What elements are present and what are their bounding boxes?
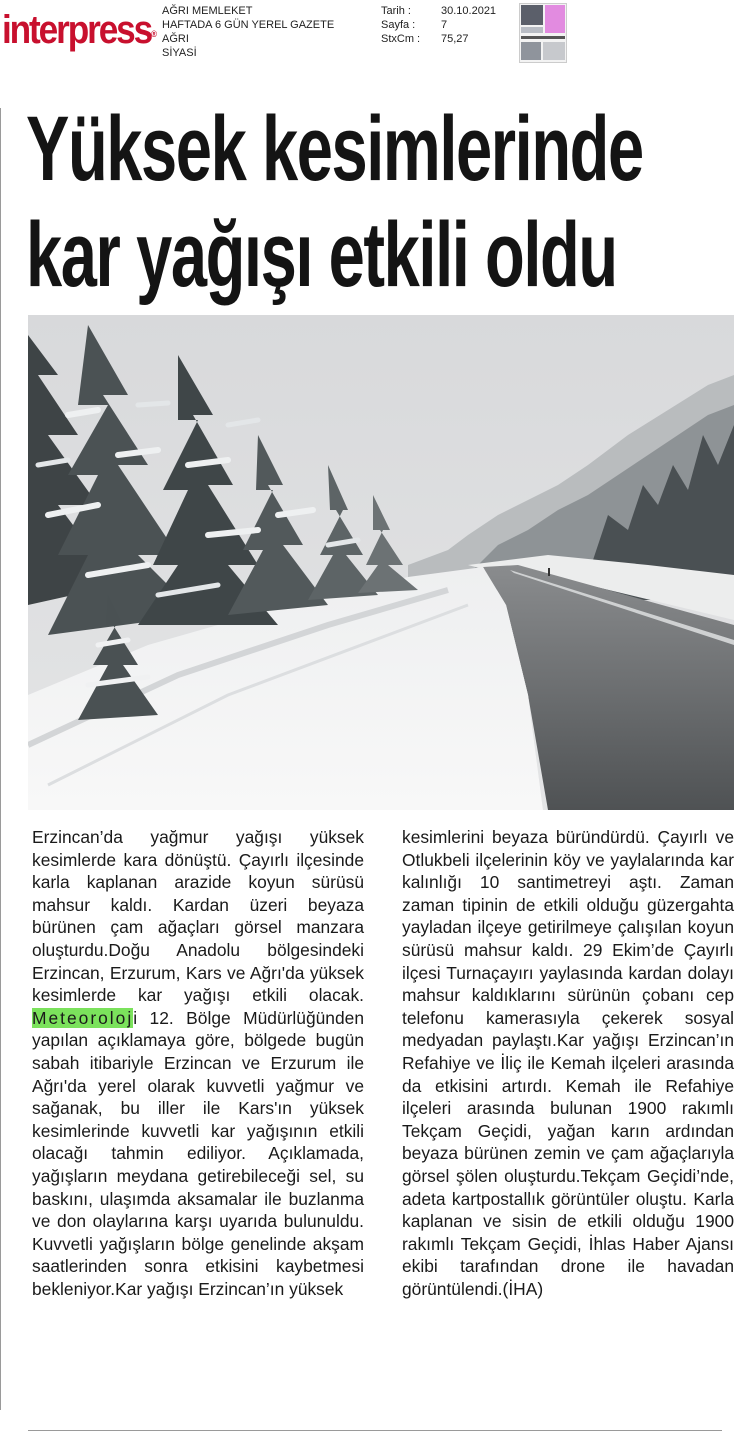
meta-date: Tarih : 30.10.2021 <box>381 5 497 17</box>
article-paragraph-left: Erzincan’da yağmur yağışı yüksek kesimlerde kara dönüştü. Çayırlı ilçesinde karla kaplanan arazide koyun sürüsü mahsur kaldı. Kardan üzeri beyaza bürünen çam ağaçları görsel manzara oluşturdu.Doğu Anadolu bölgesindeki Erzincan, Erzurum, Kars ve Ağrı'da yüksek kesimlerde kar yağışı etkili olacak. Meteoroloji 12. Bölge Müdürlüğünden yapılan açıklamaya göre, bölgede bugün sabah itibariyle Erzincan ve Erzurum ile Ağrı'da yerel olarak kuvvetli yağmur ve sağanak, bu iller ile Kars'ın yüksek kesimlerinde kuvvetli kar yağışının etkili olacağı tahmin ediliyor. Açıklamada, yağışların meydana getirebileceği sel, su baskını, ulaşımda aksamalar ile buzlanma ve don olaylarına karşı uyarıda bulunuldu. Kuvvetli yağışların bölge genelinde akşam saatlerinden sonra etkisini kaybetmesi bekleniyor.Kar yağışı Erzincan’ın yüksek <box>32 827 364 1299</box>
page-thumbnail[interactable] <box>519 3 567 63</box>
article-column-left <box>32 826 364 1300</box>
meta-page: Sayfa : 7 <box>381 19 448 31</box>
interpress-logo: interpress® <box>2 8 157 52</box>
publication-category: SİYASİ <box>162 47 197 59</box>
publication-frequency: HAFTADA 6 GÜN YEREL GAZETE <box>162 19 335 31</box>
headline-line-2: kar yağışı etkili oldu <box>26 204 617 306</box>
bottom-border-line <box>28 1430 722 1431</box>
clipping-meta <box>381 4 496 46</box>
snowy-road-photo <box>28 315 734 810</box>
article-column-right <box>402 826 734 1300</box>
highlighted-keyword: Meteoroloj <box>32 1007 134 1028</box>
headline-line-1: Yüksek kesimlerinde <box>26 98 643 200</box>
publication-city: AĞRI <box>162 33 189 45</box>
article-headline <box>26 96 733 308</box>
article-paragraph-right: kesimlerini beyaza büründürdü. Çayırlı ve Otlukbeli ilçelerinin köy ve yaylalarında kar kalınlığı 10 santimetreyi aştı. Zaman zaman tipinin de etkili olduğu güzergahta yayladan ilçeye getirilmeye çalışılan koyun sürüsü mahsur kaldı. 29 Ekim’de Çayırlı ilçesi Turnaçayırı yaylasında kardan dolayı mahsur kaldıklarını sürünün çobanı cep telefonu kamerasıyla çekerek sosyal medyadan paylaştı.Kar yağışı Erzincan’ın Refahiye ve İliç ile Kemah ilçeleri arasında da etkisini artırdı. Kemah ile Refahiye ilçeleri arasında bulunan 1900 rakımlı Tekçam Geçidi, yağan karın ardından beyaza bürünen zemin ve çam ağaçlarıyla görsel şölen oluşturdu.Tekçam Geçidi’nde, adeta kartpostallık görüntüler oluştu. Karla kaplanan ve sisin de etkili olduğu 1900 rakımlı Tekçam Geçidi, İhlas Haber Ajansı ekibi tarafından drone ile havadan görüntülendi.(İHA) <box>402 827 734 1299</box>
publication-info <box>162 4 334 60</box>
publication-name: AĞRI MEMLEKET <box>162 5 253 17</box>
left-border-line <box>0 108 1 1410</box>
meta-stxcm: StxCm : 75,27 <box>381 33 469 45</box>
